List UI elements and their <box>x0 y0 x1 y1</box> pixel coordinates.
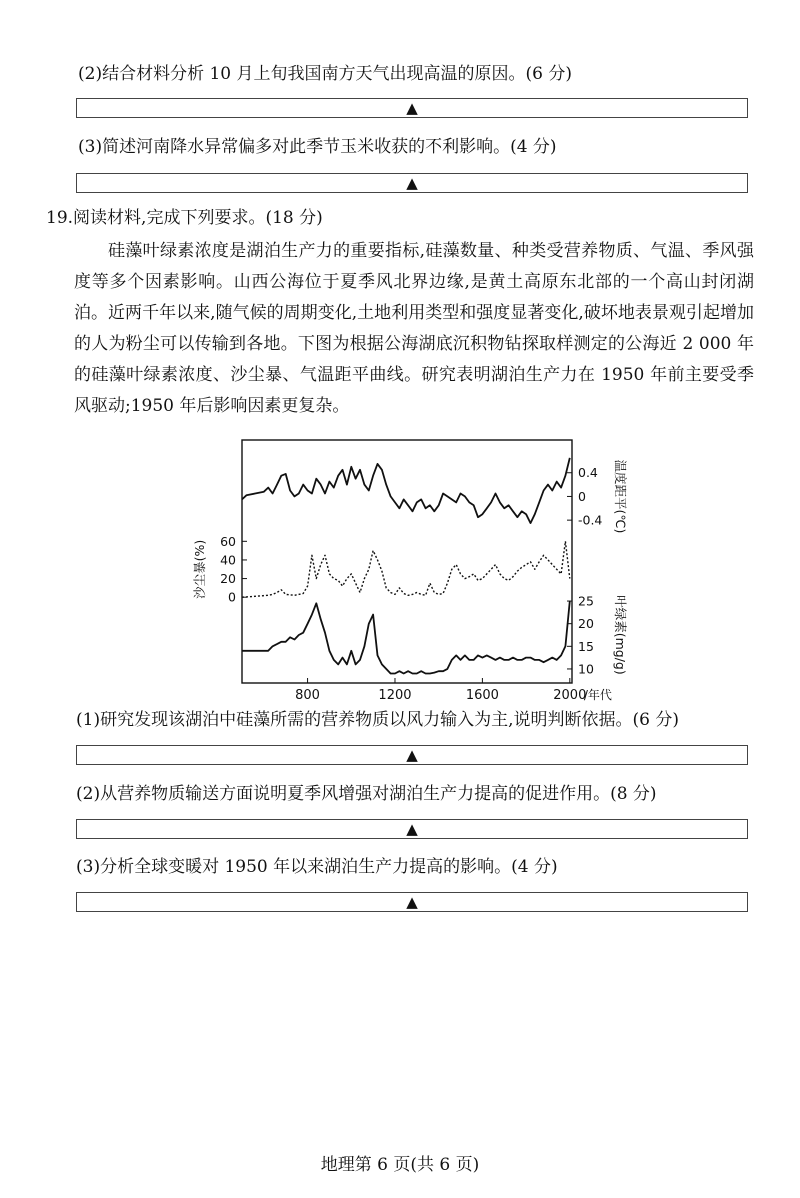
q19-sub1: (1)研究发现该湖泊中硅藻所需的营养物质以风力输入为主,说明判断依据。(6 分) <box>76 710 679 730</box>
series-line-0 <box>242 458 570 523</box>
x-axis <box>295 678 612 703</box>
x-axis-unit-label: /年代 <box>583 688 612 702</box>
y-tick-label: -0.4 <box>578 512 603 528</box>
q18-sub3: (3)简述河南降水异常偏多对此季节玉米收获的不利影响。(4 分) <box>78 137 557 157</box>
q19-paragraph-text: 硅藻叶绿素浓度是湖泊生产力的重要指标,硅藻数量、种类受营养物质、气温、季风强度等多个因素影响。山西公海位于夏季风北界边缘,是黄土高原东北部的一个高山封闭湖泊。近两千年以来,随气候的周期变化,土地利用类型和强度显著变化,破坏地表景观引起增加的人为粉尘可以传输到各地。下图为根据公海湖底沉积物钻探取样测定的公海近 2 000 年的硅藻叶绿素浓度、沙尘暴、气温距平曲线。研究表明湖泊生产力在 1950 年前主要受季风驱动;1950 年后影响因素更复杂。 <box>74 241 754 416</box>
x-tick-label: 800 <box>295 688 320 703</box>
series-layer <box>242 458 570 674</box>
chart-frame <box>242 440 572 683</box>
answer-box-18-3[interactable] <box>76 173 748 193</box>
q19-sub3: (3)分析全球变暖对 1950 年以来湖泊生产力提高的影响。(4 分) <box>76 857 558 877</box>
q19-material-paragraph <box>74 236 754 422</box>
y-tick-label: 20 <box>220 571 236 587</box>
answer-marker: ▲ <box>406 892 418 911</box>
y-axis-label: 沙尘暴(%) <box>192 539 207 599</box>
y-tick-label: 15 <box>578 638 594 654</box>
series-line-2 <box>242 601 570 673</box>
page-footer: 地理第 6 页(共 6 页) <box>320 1155 480 1175</box>
y-tick-label: 0.4 <box>578 465 598 481</box>
y-axis-label: 温度距平(℃) <box>613 459 628 534</box>
answer-box-18-2[interactable] <box>76 98 748 118</box>
answer-marker: ▲ <box>406 173 418 192</box>
answer-marker: ▲ <box>406 98 418 117</box>
answer-box-19-1[interactable] <box>76 745 748 765</box>
y-tick-label: 20 <box>578 616 594 632</box>
y-tick-label: 60 <box>220 533 236 549</box>
q19-sub2: (2)从营养物质输送方面说明夏季风增强对湖泊生产力提高的促进作用。(8 分) <box>76 784 657 804</box>
answer-marker: ▲ <box>406 819 418 838</box>
answer-marker: ▲ <box>406 745 418 764</box>
answer-box-19-3[interactable] <box>76 892 748 912</box>
y-tick-label: 25 <box>578 593 594 609</box>
y-axes <box>192 460 628 677</box>
q19-heading: 19.阅读材料,完成下列要求。(18 分) <box>46 208 323 228</box>
y-tick-label: 0 <box>228 589 236 605</box>
x-tick-label: 1200 <box>378 688 412 703</box>
y-tick-label: 10 <box>578 661 594 677</box>
q18-sub2: (2)结合材料分析 10 月上旬我国南方天气出现高温的原因。(6 分) <box>78 64 573 84</box>
answer-box-19-2[interactable] <box>76 819 748 839</box>
x-tick-label: 2000 <box>553 688 587 703</box>
y-tick-label: 40 <box>220 552 236 568</box>
series-line-1 <box>242 541 570 597</box>
y-axis-label: 叶绿素(mg/g) <box>613 595 628 675</box>
lake-sediment-chart <box>180 432 628 703</box>
x-tick-label: 1600 <box>465 688 499 703</box>
y-tick-label: 0 <box>578 488 586 504</box>
